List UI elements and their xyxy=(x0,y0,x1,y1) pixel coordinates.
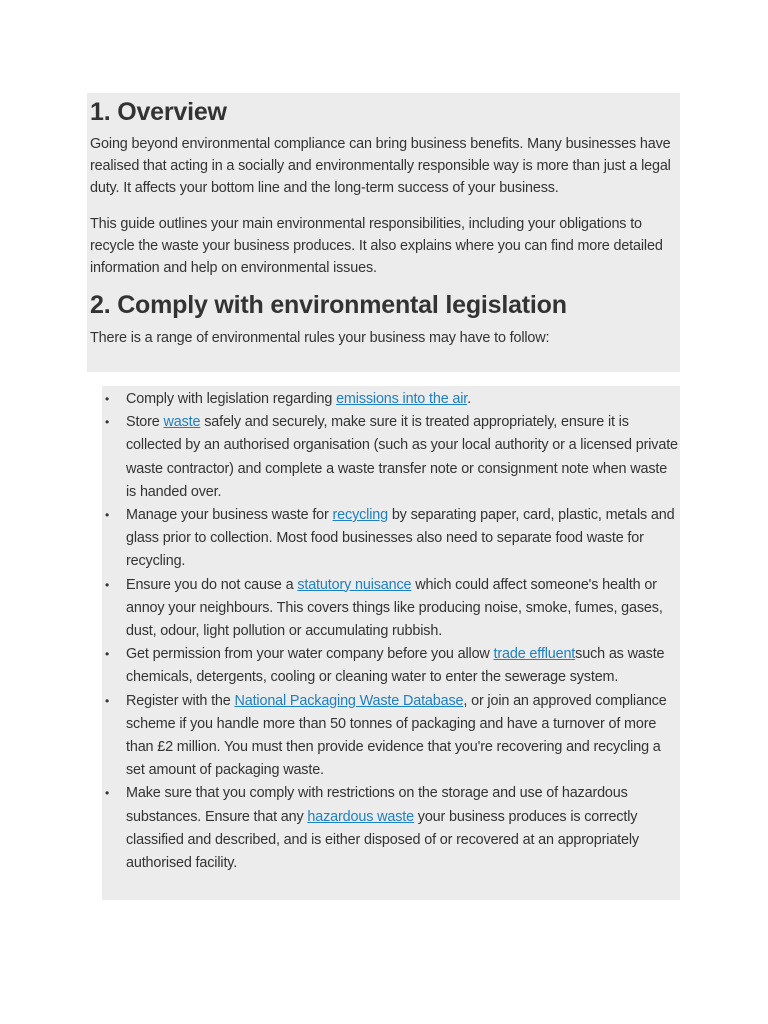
bullet-icon: • xyxy=(105,392,110,406)
list-item xyxy=(102,643,680,689)
bullet-icon: • xyxy=(105,647,110,662)
overview-paragraph-1: Going beyond environmental compliance can bring business benefits. Many businesses have realised that acting in a socially and environmentally responsible way is more than just a legal duty. It affects your bottom line and the long-term success of your business. xyxy=(90,136,671,196)
bullet-icon: • xyxy=(105,415,110,430)
overview-paragraph-2: This guide outlines your main environmental responsibilities, including your obligations to recycle the waste your business produces. It also explains where you can find more detailed information and help on environmental issues. xyxy=(90,216,663,276)
list-item xyxy=(102,690,680,783)
document-content xyxy=(90,93,682,349)
comply-intro: There is a range of environmental rules your business may have to follow: xyxy=(90,330,550,346)
rule-text-after: safely and securely, make sure it is treated appropriately, ensure it is collected by an authorised organisation (such as your local authority or a licensed private waste contractor) and complete a waste transfer note or consignment note when waste is handed over. xyxy=(126,414,678,500)
rule-text-before: Store xyxy=(126,414,164,431)
rule-text-before: Comply with legislation regarding xyxy=(126,391,337,407)
comply-heading: 2. Comply with environmental legislation xyxy=(90,291,567,319)
rule-text-after: . xyxy=(467,391,472,407)
rule-text-after: , or join an approved compliance scheme if you handle more than 50 tonnes of packaging and have a turnover of more than £2 million. You must then provide evidence that you're recovering and recycling a set amount of packaging waste. xyxy=(126,692,667,779)
rule-text-before: Ensure you do not cause a xyxy=(126,576,298,593)
rule-text-before: Manage your business waste for xyxy=(126,507,333,524)
trade-effluent-link[interactable]: trade effluent xyxy=(493,646,576,663)
hazardous-waste-link[interactable]: hazardous waste xyxy=(307,808,414,825)
list-item xyxy=(102,411,680,504)
rules-list xyxy=(102,388,680,875)
bullet-icon: • xyxy=(105,577,110,592)
recycling-link[interactable]: recycling xyxy=(332,507,388,524)
rule-text-before: Make sure that you comply with restrictions on the storage and use of hazardous substances. Ensure that any xyxy=(126,785,628,825)
list-item xyxy=(102,574,680,644)
rule-text-after: such as waste chemicals, detergents, cooling or cleaning water to enter the sewerage system. xyxy=(126,646,665,686)
rule-text-before: Get permission from your water company before you allow xyxy=(126,646,494,663)
list-item xyxy=(102,504,680,574)
overview-heading: 1. Overview xyxy=(90,98,227,126)
rule-text-after: your business produces is correctly classified and described, and is either disposed of or recovered at an appropriately authorised facility. xyxy=(126,808,639,872)
rule-text-after: by separating paper, card, plastic, metals and glass prior to collection. Most food businesses also need to separate food waste for recycling. xyxy=(126,507,675,570)
rule-text-after: which could affect someone's health or annoy your neighbours. This covers things like producing noise, smoke, fumes, gases, dust, odour, light pollution or accumulating rubbish. xyxy=(126,576,663,640)
list-item xyxy=(102,782,680,875)
rule-text-before: Register with the xyxy=(126,692,235,709)
emissions-link[interactable]: emissions into the air xyxy=(336,391,468,407)
bullet-icon: • xyxy=(105,508,110,523)
statutory-nuisance-link[interactable]: statutory nuisance xyxy=(297,576,412,593)
bullet-icon: • xyxy=(105,786,110,801)
bullet-icon: • xyxy=(105,693,110,708)
packaging-database-link[interactable]: National Packaging Waste Database xyxy=(234,692,464,709)
list-item xyxy=(102,388,680,411)
waste-link[interactable]: waste xyxy=(163,414,201,431)
